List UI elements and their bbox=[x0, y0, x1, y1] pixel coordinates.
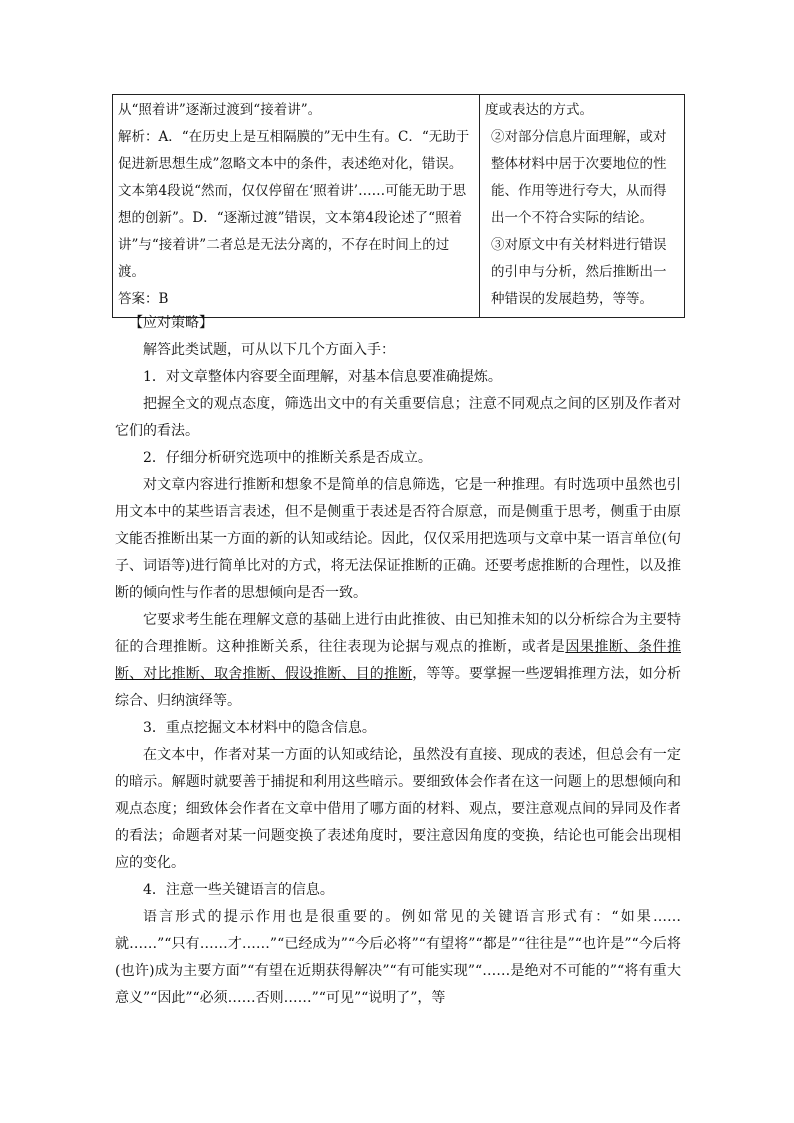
strategy-heading: 【应对策略】 bbox=[129, 315, 213, 331]
answer-label: 答案：B bbox=[118, 291, 169, 307]
point-3-title: 3．重点挖掘文本材料中的隐含信息。 bbox=[143, 720, 376, 736]
answer-table-row bbox=[113, 95, 685, 318]
error-types-cell bbox=[480, 95, 685, 318]
point-2-body-continued bbox=[115, 607, 681, 715]
point-4-body: 语言形式的提示作用也是很重要的。例如常见的关键语言形式有：“如果……就……”“只有……才……”“已经成为”“今后必将”“有望将”“都是”“往往是”“也许是”“今后将(也许)成为主要方面”“有望在近期获得解决”“有可能实现”“……是绝对不可能的”“将有重大意义”“因此”“必须……否则……”“可见”“说明了”，等 bbox=[115, 909, 681, 1006]
strategy-section bbox=[115, 310, 681, 1012]
point-2-text-after: ，等等。要掌握一些逻辑推理方法，如分析综合、归纳演绎等。 bbox=[115, 666, 682, 709]
error-type-3: ③对原文中有关材料进行错误的引申与分析，然后推断出一种错误的发展趋势，等等。 bbox=[491, 237, 667, 307]
point-4-title: 4．注意一些关键语言的信息。 bbox=[143, 882, 334, 898]
point-2-body: 对文章内容进行推断和想象不是简单的信息筛选，它是一种推理。有时选项中虽然也引用文本中的某些语言表述，但不是侧重于表述是否符合原意，而是侧重于思考，侧重于由原文能否推断出某一方面的新的认知或结论。因此，仅仅采用把选项与文章中某一语言单位(句子、词语等)进行简单比对的方式，将无法保证推断的正确。还要考虑推断的合理性，以及推断的倾向性与作者的思想倾向是否一致。 bbox=[115, 477, 681, 601]
point-1-body: 把握全文的观点态度，筛选出文中的有关重要信息；注意不同观点之间的区别及作者对它们的看法。 bbox=[115, 396, 681, 439]
explanation-analysis: 解析：A．“在历史上是互相隔膜的”无中生有。C．“无助于促进新思想生成”忽略文本中的条件，表述绝对化，错误。文本第4段说“然而，仅仅停留在‘照着讲’……可能无助于思想的创新”。D．“逐渐过渡”错误，文本第4段论述了“照着讲”与“接着讲”二者总是无法分离的，不存在时间上的过渡。 bbox=[118, 129, 470, 280]
error-type-continuation: 度或表达的方式。 bbox=[485, 102, 593, 118]
point-2-text-before: 它要求考生能在理解文意的基础上进行由此推彼、由已知推未知的以分析综合为主要特征的合理推断。这种推断关系，往往表现为论据与观点的推断，或者是 bbox=[115, 612, 681, 655]
answer-explanation-cell bbox=[113, 95, 480, 318]
point-1-title: 1．对文章整体内容要全面理解，对基本信息要准确提炼。 bbox=[143, 369, 502, 385]
answer-table bbox=[112, 94, 685, 318]
underlined-inference-types: 因果推断、条件推断、对比推断、取舍推断、假设推断、目的推断 bbox=[115, 639, 682, 682]
point-3-body: 在文本中，作者对某一方面的认知或结论，虽然没有直接、现成的表述，但总会有一定的暗示。解题时就要善于捕捉和利用这些暗示。要细致体会作者在这一问题上的思想倾向和观点态度；细致体会作者在文章中借用了哪方面的材料、观点，要注意观点间的异同及作者的看法；命题者对某一问题变换了表述角度时，要注意因角度的变换，结论也可能会出现相应的变化。 bbox=[115, 747, 681, 871]
point-2-title: 2．仔细分析研究选项中的推断关系是否成立。 bbox=[143, 450, 432, 466]
strategy-intro: 解答此类试题，可从以下几个方面入手： bbox=[143, 342, 395, 358]
error-type-2: ②对部分信息片面理解，或对整体材料中居于次要地位的性能、作用等进行夸大，从而得出一个不符合实际的结论。 bbox=[491, 129, 667, 226]
explanation-first-line: 从“照着讲”逐渐过渡到“接着讲”。 bbox=[118, 102, 322, 118]
